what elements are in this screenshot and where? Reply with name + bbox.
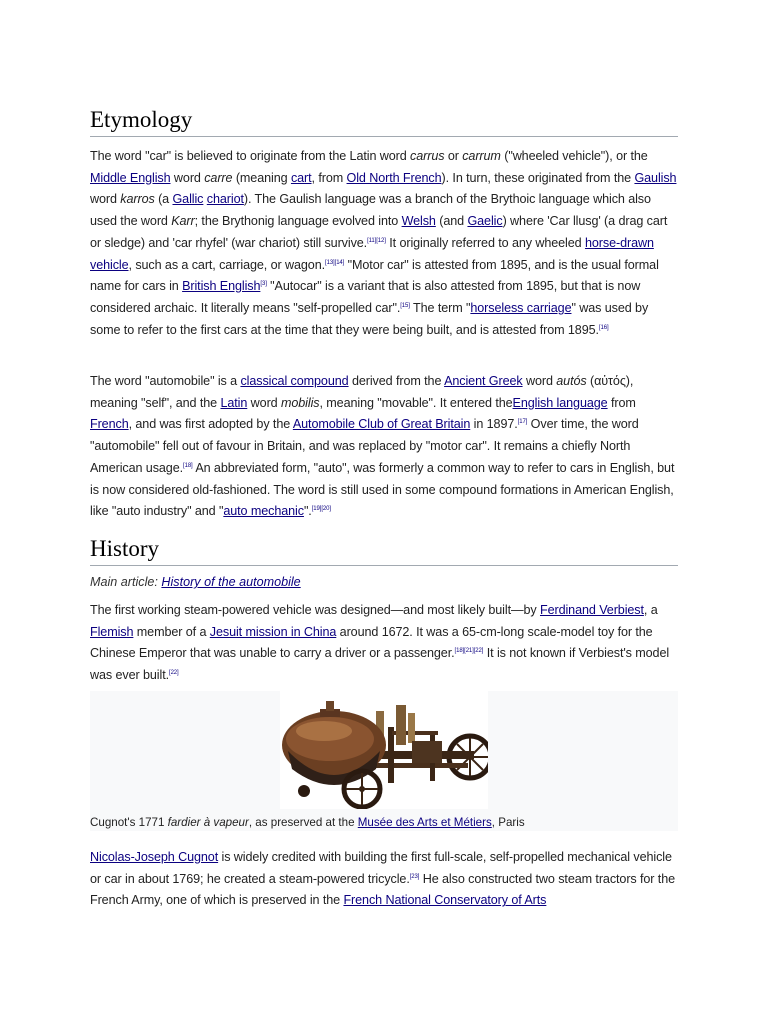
link-gallic[interactable]: Gallic [172,192,204,207]
citation[interactable]: [13][14] [325,259,345,266]
link-english-language[interactable]: English language [512,395,608,410]
link-flemish[interactable]: Flemish [90,624,134,639]
citation[interactable]: [19][20] [311,506,331,513]
link-history-of-automobile[interactable]: History of the automobile [161,575,301,589]
link-cart[interactable]: cart [290,170,312,185]
paragraph-etymology-2: The word "automobile" is a classical compound derived from the Ancient Greek word autós (αὐτός), meaning "self", and the Latin word mobilis, meaning "movable". It entered theEnglish language from French, and was first adopted by the Automobile Club of Great Britain in 1897.[17] Over time, the word "automobile" fell out of favour in Britain, and was replaced by "motor car". It remains a chiefly North American usage.[18] An abbreviated form, "auto", was formerly a common way to refer to cars in English, but is now considered old-fashioned. The word is still used in some compound formations in American English, like "auto industry" and "auto mechanic".[19][20] [90,374,675,519]
link-horseless-carriage[interactable]: horseless carriage [470,300,572,315]
citation[interactable]: [18] [183,462,193,469]
link-jesuit-mission[interactable]: Jesuit mission in China [209,624,337,639]
link-gaelic[interactable]: Gaelic [467,214,503,229]
citation[interactable]: [18][21][22] [454,648,484,655]
citation[interactable]: [3] [260,281,267,288]
citation[interactable]: [15] [400,302,410,309]
citation[interactable]: [17] [517,419,528,426]
link-gaulish[interactable]: Gaulish [634,170,677,185]
link-nicolas-joseph-cugnot[interactable]: Nicolas-Joseph Cugnot [90,850,219,864]
citation[interactable]: [22] [169,670,179,677]
link-ferdinand-verbiest[interactable]: Ferdinand Verbiest [539,603,644,617]
figure-thumbnail [90,691,678,831]
citation[interactable]: [11][12] [367,237,386,244]
link-french[interactable]: French [90,417,129,432]
link-ancient-greek[interactable]: Ancient Greek [444,374,523,388]
link-auto-mechanic[interactable]: auto mechanic [223,504,304,519]
link-old-north-french[interactable]: Old North French [346,170,442,185]
link-automobile-club[interactable]: Automobile Club of Great Britain [292,417,471,432]
link-welsh[interactable]: Welsh [401,214,436,229]
link-french-national-conservatory[interactable]: French National Conservatory of Arts [343,893,547,908]
link-musee-arts-metiers[interactable]: Musée des Arts et Métiers [357,816,492,829]
cugnot-fardier-image[interactable] [280,691,488,809]
link-latin[interactable]: Latin [220,395,248,410]
link-british-english[interactable]: British English [182,279,261,294]
paragraph-history-1: The first working steam-powered vehicle was designed—and most likely built—by Ferdinand Verbiest, a Flemish member of a Jesuit mission in China around 1672. It was a 65-cm-long scale-model toy for the Chinese Emperor that was unable to carry a driver or a passenger.[18][21][22] It is not known if Verbiest's model was ever built.[22] [90,603,670,683]
link-middle-english[interactable]: Middle English [90,170,171,185]
link-horse-drawn-vehicle[interactable]: horse-drawn vehicle [90,235,654,272]
section-heading-etymology: Etymology [90,106,678,137]
citation[interactable]: [16] [598,324,609,331]
figure-caption: Cugnot's 1771 fardier à vapeur, as preserved at the Musée des Arts et Métiers, Paris [90,816,525,829]
link-classical-compound[interactable]: classical compound [240,374,349,388]
section-heading-history: History [90,535,678,566]
citation[interactable]: [23] [409,873,420,880]
link-chariot[interactable]: chariot [206,192,244,207]
hatnote: Main article: History of the automobile [90,575,301,589]
paragraph-etymology-1: The word "car" is believed to originate from the Latin word carrus or carrum ("wheeled vehicle"), or the Middle English word carre (meaning cart, from Old North French). In turn, these originated from the Gaulish word karros (a Gallic chariot). The Gaulish language was a branch of the Brythoic language which also used the word Karr; the Brythonig language evolved into Welsh (and Gaelic) where 'Car llusg' (a drag cart or sledge) and 'car rhyfel' (war chariot) still survive.[11][12] It originally referred to any wheeled horse-drawn vehicle, such as a cart, carriage, or wagon.[13][14] "Motor car" is attested from 1895, and is the usual formal name for cars in British English[3] "Autocar" is a variant that is also attested from 1895, but that is now considered archaic. It literally means "self-propelled car".[15] The term "horseless carriage" was used by some to refer to the first cars at the time that they were being built, and is attested from 1895.[16] [90,149,677,337]
paragraph-history-2: Nicolas-Joseph Cugnot is widely credited with building the first full-scale, self-propelled mechanical vehicle or car in about 1769; he created a steam-powered tricycle.[23] He also constructed two steam tractors for the French Army, one of which is preserved in the French National Conservatory of Arts [90,850,676,908]
